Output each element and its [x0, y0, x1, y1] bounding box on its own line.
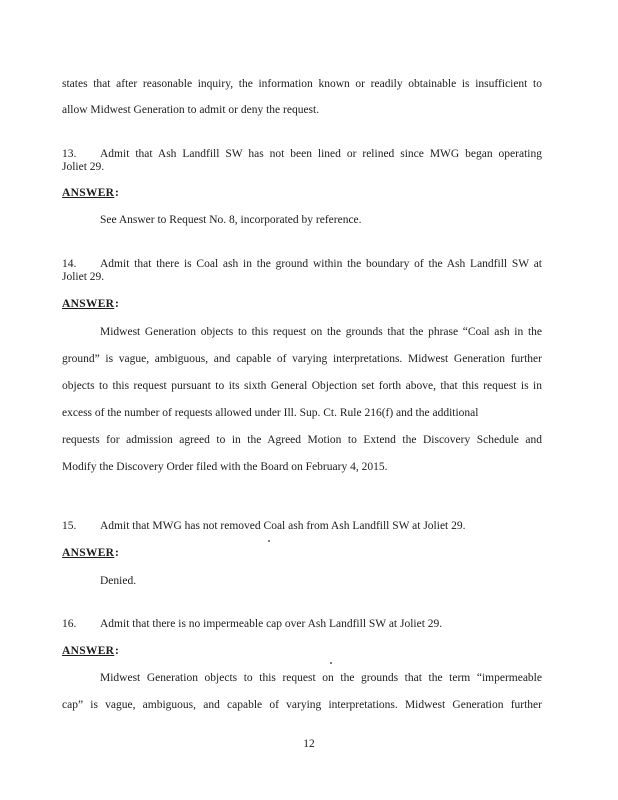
- request-14-text-line-1: Admit that there is Coal ash in the ground within the boundary of the Ash Landfill SW at: [100, 258, 542, 270]
- answer-heading-16-text: ANSWER: [62, 645, 115, 657]
- answer-heading-14: [62, 298, 114, 310]
- request-13-text-line-2: Joliet 29.: [62, 161, 105, 173]
- answer-16-line-2: cap” is vague, ambiguous, and capable of varying interpretations. Midwest Generation further: [62, 699, 542, 711]
- request-13-text-line-1: Admit that Ash Landfill SW has not been lined or relined since MWG began operating: [100, 148, 542, 160]
- answer-15-line-1: Denied.: [100, 575, 137, 587]
- answer-heading-15-text: ANSWER: [62, 547, 115, 559]
- scan-speck: [330, 662, 332, 664]
- answer-14-line-3: objects to this request pursuant to its sixth General Objection set forth above, that this request is in: [62, 380, 542, 392]
- answer-heading-13-text: ANSWER: [62, 187, 115, 199]
- request-14-text-line-2: Joliet 29.: [62, 271, 105, 283]
- answer-14-line-1: Midwest Generation objects to this request on the grounds that the phrase “Coal ash in the: [100, 326, 542, 338]
- request-15-text-line-1: Admit that MWG has not removed Coal ash from Ash Landfill SW at Joliet 29.: [100, 520, 466, 532]
- scan-speck: [268, 540, 270, 542]
- answer-heading-13-colon: :: [115, 187, 119, 199]
- answer-heading-13: [62, 187, 114, 199]
- request-14-number: 14.: [62, 258, 77, 270]
- answer-13-line-1: See Answer to Request No. 8, incorporated by reference.: [100, 214, 362, 226]
- answer-heading-15: [62, 547, 114, 559]
- answer-heading-14-text: ANSWER: [62, 298, 115, 310]
- answer-heading-15-colon: :: [115, 547, 119, 559]
- answer-16-line-1: Midwest Generation objects to this request on the grounds that the term “impermeable: [100, 672, 542, 684]
- answer-14-line-5: requests for admission agreed to in the Agreed Motion to Extend the Discovery Schedule and: [62, 434, 542, 446]
- request-16-number: 16.: [62, 618, 77, 630]
- continuation-line-2: allow Midwest Generation to admit or deny the request.: [62, 104, 320, 116]
- answer-14-line-6: Modify the Discovery Order filed with the Board on February 4, 2015.: [62, 461, 388, 473]
- answer-heading-16-colon: :: [115, 645, 119, 657]
- answer-heading-16: [62, 645, 114, 657]
- answer-14-line-4: excess of the number of requests allowed under Ill. Sup. Ct. Rule 216(f) and the additional: [62, 407, 479, 419]
- request-15-number: 15.: [62, 520, 77, 532]
- answer-14-line-2: ground” is vague, ambiguous, and capable of varying interpretations. Midwest Generation further: [62, 353, 542, 365]
- continuation-line-1: states that after reasonable inquiry, the information known or readily obtainable is insufficient to: [62, 78, 542, 90]
- answer-heading-14-colon: :: [115, 298, 119, 310]
- request-13-number: 13.: [62, 148, 77, 160]
- page-number: 12: [303, 738, 315, 750]
- request-16-text-line-1: Admit that there is no impermeable cap over Ash Landfill SW at Joliet 29.: [100, 618, 443, 630]
